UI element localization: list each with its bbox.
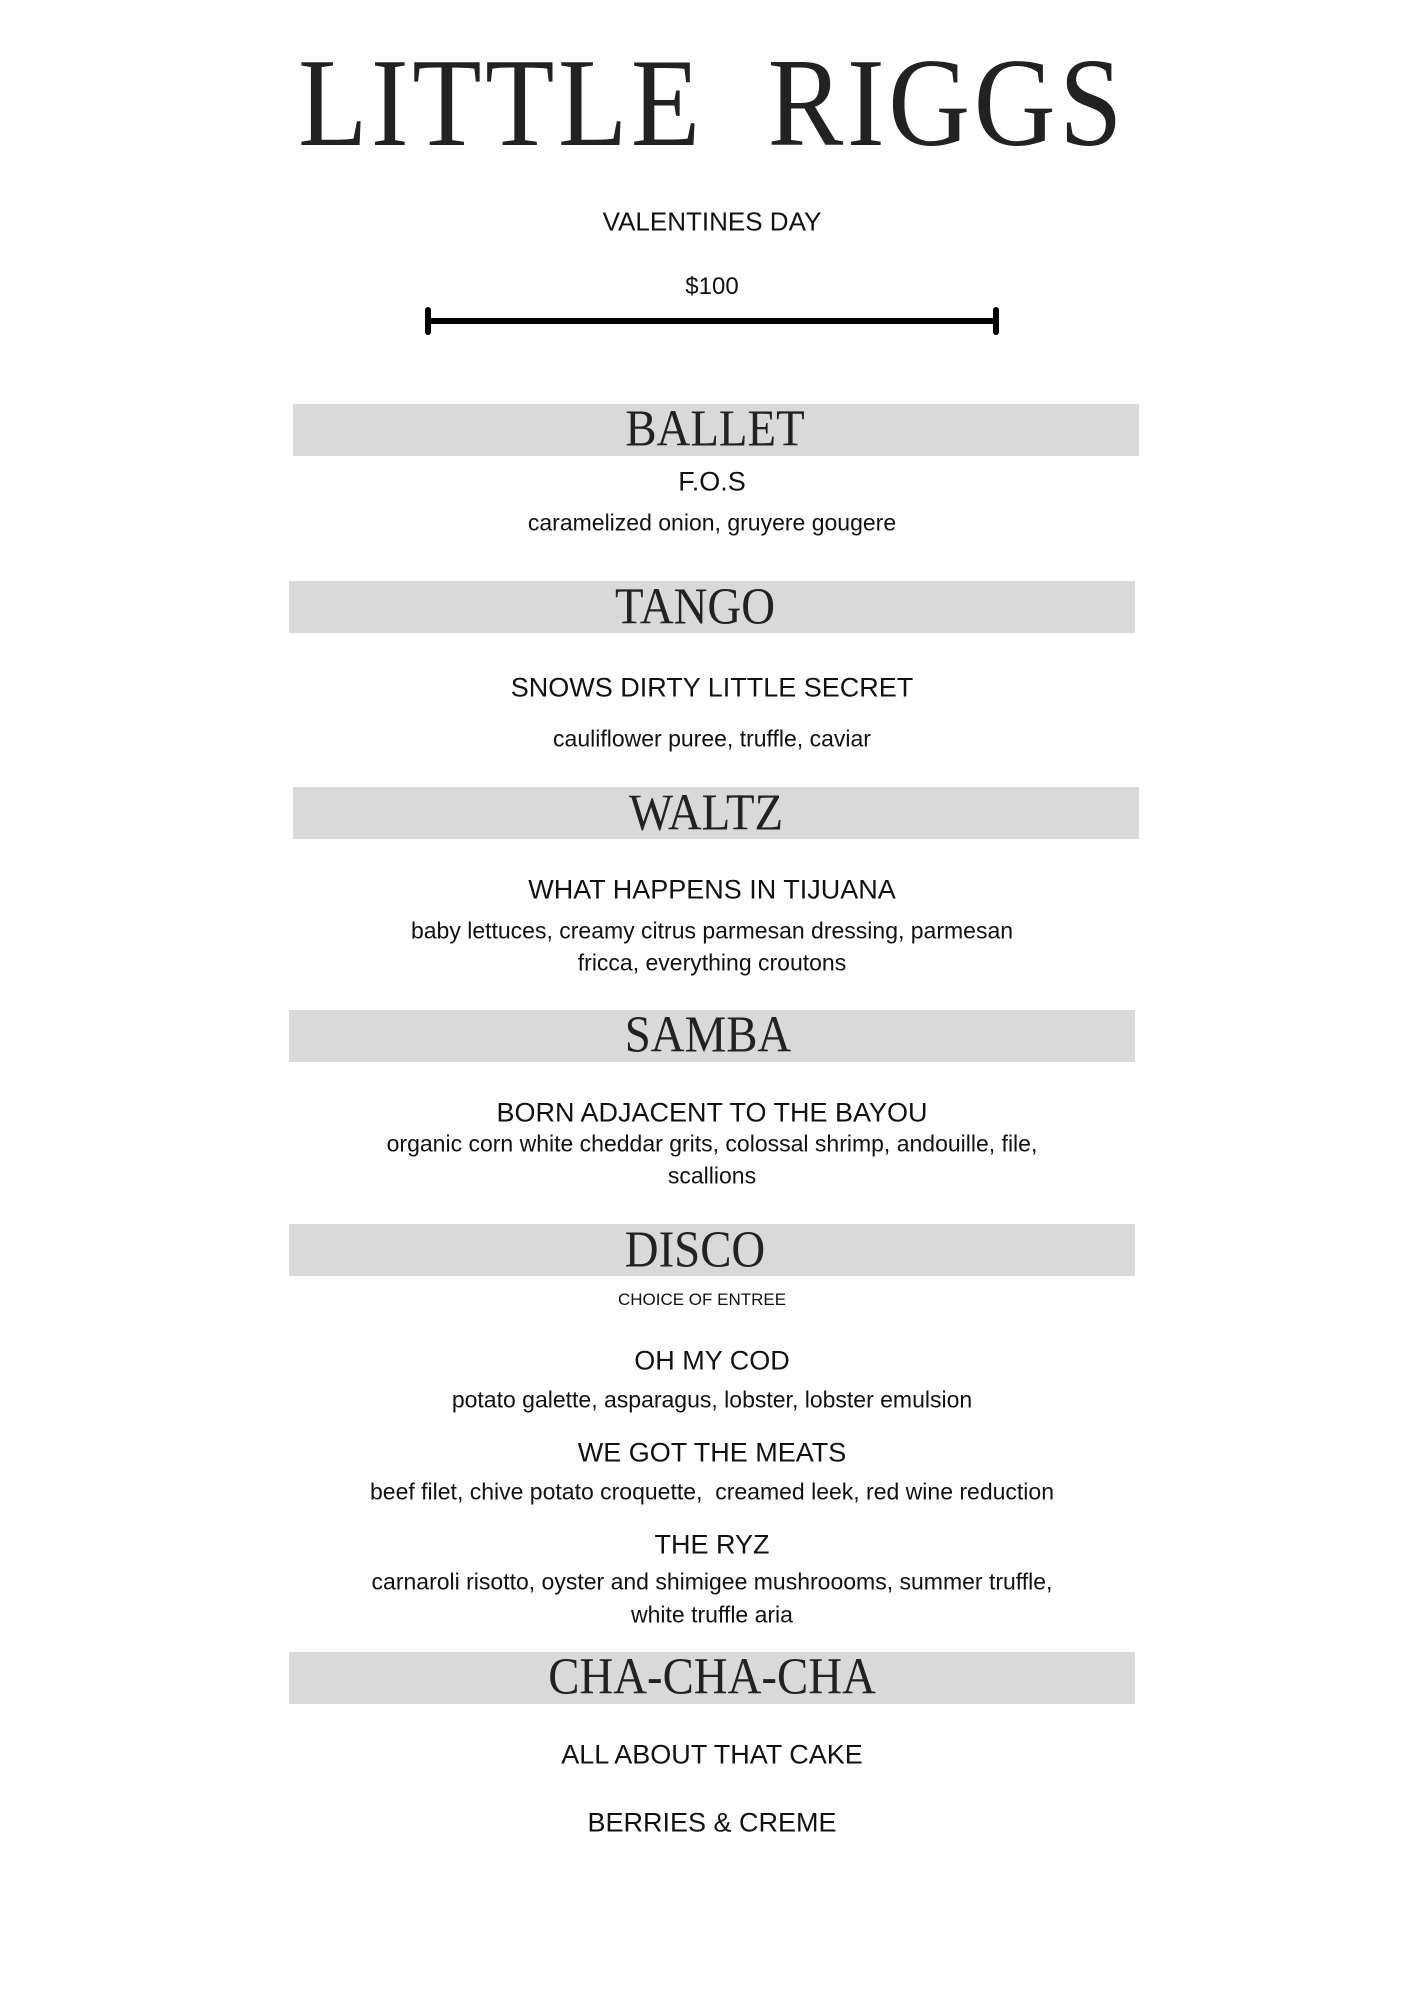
dish-name: BERRIES & CREME <box>587 1807 837 1838</box>
dish-name: THE RYZ <box>654 1529 770 1560</box>
dish-description: cauliflower puree, truffle, caviar <box>553 725 871 752</box>
section-heading-ballet: BALLET <box>625 400 805 458</box>
dish-description: carnaroli risotto, oyster and shimigee mushroooms, summer truffle, <box>371 1568 1053 1595</box>
section-heading-disco: DISCO <box>624 1221 766 1279</box>
dish-description: fricca, everything croutons <box>577 949 847 976</box>
dish-name: WE GOT THE MEATS <box>577 1437 847 1468</box>
dish-description: baby lettuces, creamy citrus parmesan dressing, parmesan <box>410 917 1014 944</box>
dish-description: organic corn white cheddar grits, colossal shrimp, andouille, file, <box>386 1130 1038 1157</box>
divider-rule <box>428 318 996 324</box>
divider-rule-right-cap <box>993 307 999 335</box>
dish-name: SNOWS DIRTY LITTLE SECRET <box>510 672 914 703</box>
dish-name: WHAT HAPPENS IN TIJUANA <box>528 874 896 905</box>
dish-description: white truffle aria <box>631 1601 793 1628</box>
dish-description: scallions <box>667 1162 757 1189</box>
dish-name: ALL ABOUT THAT CAKE <box>561 1739 863 1770</box>
dish-description: potato galette, asparagus, lobster, lobster emulsion <box>451 1386 973 1413</box>
section-heading-tango: TANGO <box>614 578 776 636</box>
divider-rule-left-cap <box>425 307 431 335</box>
dish-description: beef filet, chive potato croquette, creamed leek, red wine reduction <box>369 1478 1055 1505</box>
dish-name: F.O.S <box>678 466 746 497</box>
restaurant-title: LITTLE RIGGS <box>298 34 1126 173</box>
price-label: $100 <box>685 273 739 300</box>
section-heading-samba: SAMBA <box>624 1006 792 1064</box>
section-note: CHOICE OF ENTREE <box>617 1290 787 1309</box>
section-heading-waltz: WALTZ <box>628 784 784 842</box>
dish-name: BORN ADJACENT TO THE BAYOU <box>496 1097 928 1128</box>
dish-name: OH MY COD <box>634 1345 790 1376</box>
section-heading-cha-cha-cha: CHA-CHA-CHA <box>548 1648 876 1706</box>
occasion-label: VALENTINES DAY <box>602 206 822 237</box>
dish-description: caramelized onion, gruyere gougere <box>527 509 897 536</box>
